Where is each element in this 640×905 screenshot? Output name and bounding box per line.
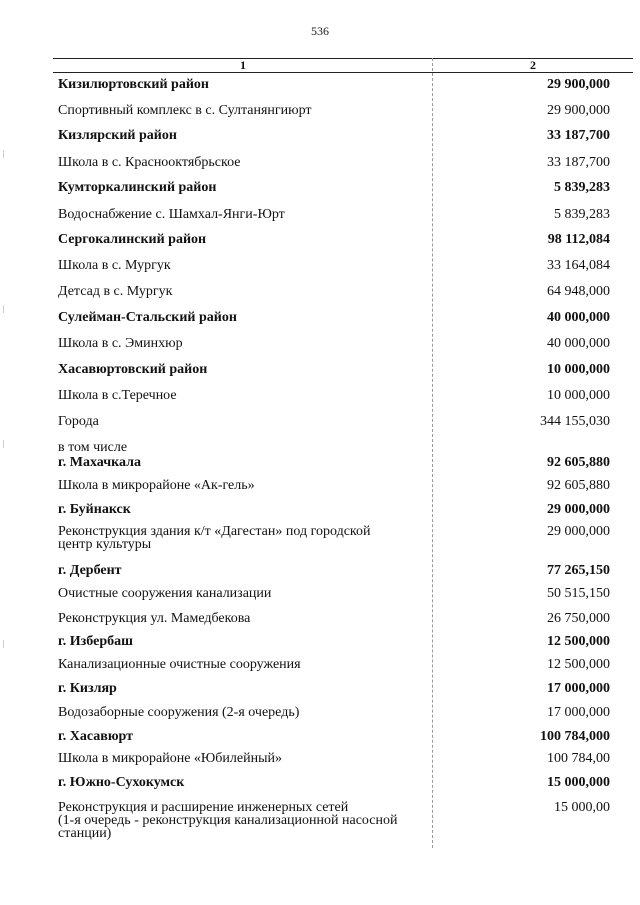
row-name: Детсад в с. Мургук	[58, 284, 173, 299]
header-column-2: 2	[530, 58, 536, 72]
row-name: Реконструкция ул. Мамедбекова	[58, 611, 251, 626]
row-value: 33 164,084	[547, 258, 610, 273]
row-value: 29 900,000	[547, 103, 610, 118]
row-name: Водозаборные сооружения (2-я очередь)	[58, 705, 300, 720]
row-value: 98 112,084	[547, 232, 610, 247]
row-value: 15 000,000	[547, 775, 610, 790]
scan-mark	[3, 150, 4, 158]
row-value: 26 750,000	[547, 611, 610, 626]
scan-mark	[3, 440, 4, 448]
row-value: 10 000,000	[547, 362, 610, 377]
header-column-1: 1	[240, 58, 246, 72]
scan-mark	[3, 305, 4, 313]
row-name: Кизлярский район	[58, 128, 177, 143]
row-name: г. Махачкала	[58, 455, 141, 470]
row-value: 40 000,000	[547, 310, 610, 325]
row-value: 33 187,700	[547, 155, 610, 170]
row-name: Школа в с. Мургук	[58, 258, 171, 273]
row-name: Реконструкция и расширение инженерных сетей (1-я очередь - реконструкция канализационной насосной станции)	[58, 800, 398, 841]
row-name: Сергокалинский район	[58, 232, 207, 247]
row-name: Кумторкалинский район	[58, 180, 217, 195]
row-value: 92 605,880	[547, 455, 610, 470]
table-header	[53, 58, 633, 73]
row-value: 29 900,000	[547, 77, 610, 92]
row-value: 29 000,000	[547, 502, 610, 517]
row-name: Канализационные очистные сооружения	[58, 657, 301, 672]
row-value: 100 784,000	[540, 729, 610, 744]
row-value: 5 839,283	[554, 180, 610, 195]
row-value: 12 500,000	[547, 657, 610, 672]
row-value: 50 515,150	[547, 586, 610, 601]
column-divider	[432, 58, 433, 848]
row-value: 40 000,000	[547, 336, 610, 351]
row-value: 77 265,150	[547, 563, 610, 578]
row-value: 10 000,000	[547, 388, 610, 403]
row-name: Реконструкция здания к/т «Дагестан» под городской центр культуры	[58, 524, 371, 552]
row-name: Очистные сооружения канализации	[58, 586, 272, 601]
page-number: 536	[311, 24, 329, 38]
row-name: Города	[58, 414, 99, 429]
row-name: г. Южно-Сухокумск	[58, 775, 185, 790]
row-value: 92 605,880	[547, 478, 610, 493]
row-name: Школа в с. Эминхюр	[58, 336, 183, 351]
row-name: г. Дербент	[58, 563, 122, 578]
row-value: 64 948,000	[547, 284, 610, 299]
row-name: Сулейман-Стальский район	[58, 310, 237, 325]
row-value: 344 155,030	[540, 414, 610, 429]
row-name: г. Буйнакск	[58, 502, 131, 517]
row-value: 12 500,000	[547, 634, 610, 649]
row-value: 5 839,283	[554, 207, 610, 222]
row-value: 15 000,00	[554, 800, 610, 815]
row-value: 17 000,000	[547, 705, 610, 720]
scan-mark	[3, 640, 4, 648]
row-value: 17 000,000	[547, 681, 610, 696]
row-name: г. Хасавюрт	[58, 729, 134, 744]
row-name: Спортивный комплекс в с. Султанянгиюрт	[58, 103, 312, 118]
row-name: Кизилюртовский район	[58, 77, 209, 92]
row-name: г. Кизляр	[58, 681, 117, 696]
row-name: Школа в микрорайоне «Юбилейный»	[58, 751, 282, 766]
row-value: 100 784,00	[547, 751, 610, 766]
row-name: Школа в микрорайоне «Ак-гель»	[58, 478, 255, 493]
row-name: Водоснабжение с. Шамхал-Янги-Юрт	[58, 207, 285, 222]
row-name: в том числе	[58, 440, 128, 455]
row-name: Хасавюртовский район	[58, 362, 208, 377]
row-name: Школа в с.Теречное	[58, 388, 177, 403]
row-value: 29 000,000	[547, 524, 610, 539]
row-name: г. Избербаш	[58, 634, 133, 649]
row-value: 33 187,700	[547, 128, 610, 143]
row-name: Школа в с. Краснооктябрьское	[58, 155, 241, 170]
